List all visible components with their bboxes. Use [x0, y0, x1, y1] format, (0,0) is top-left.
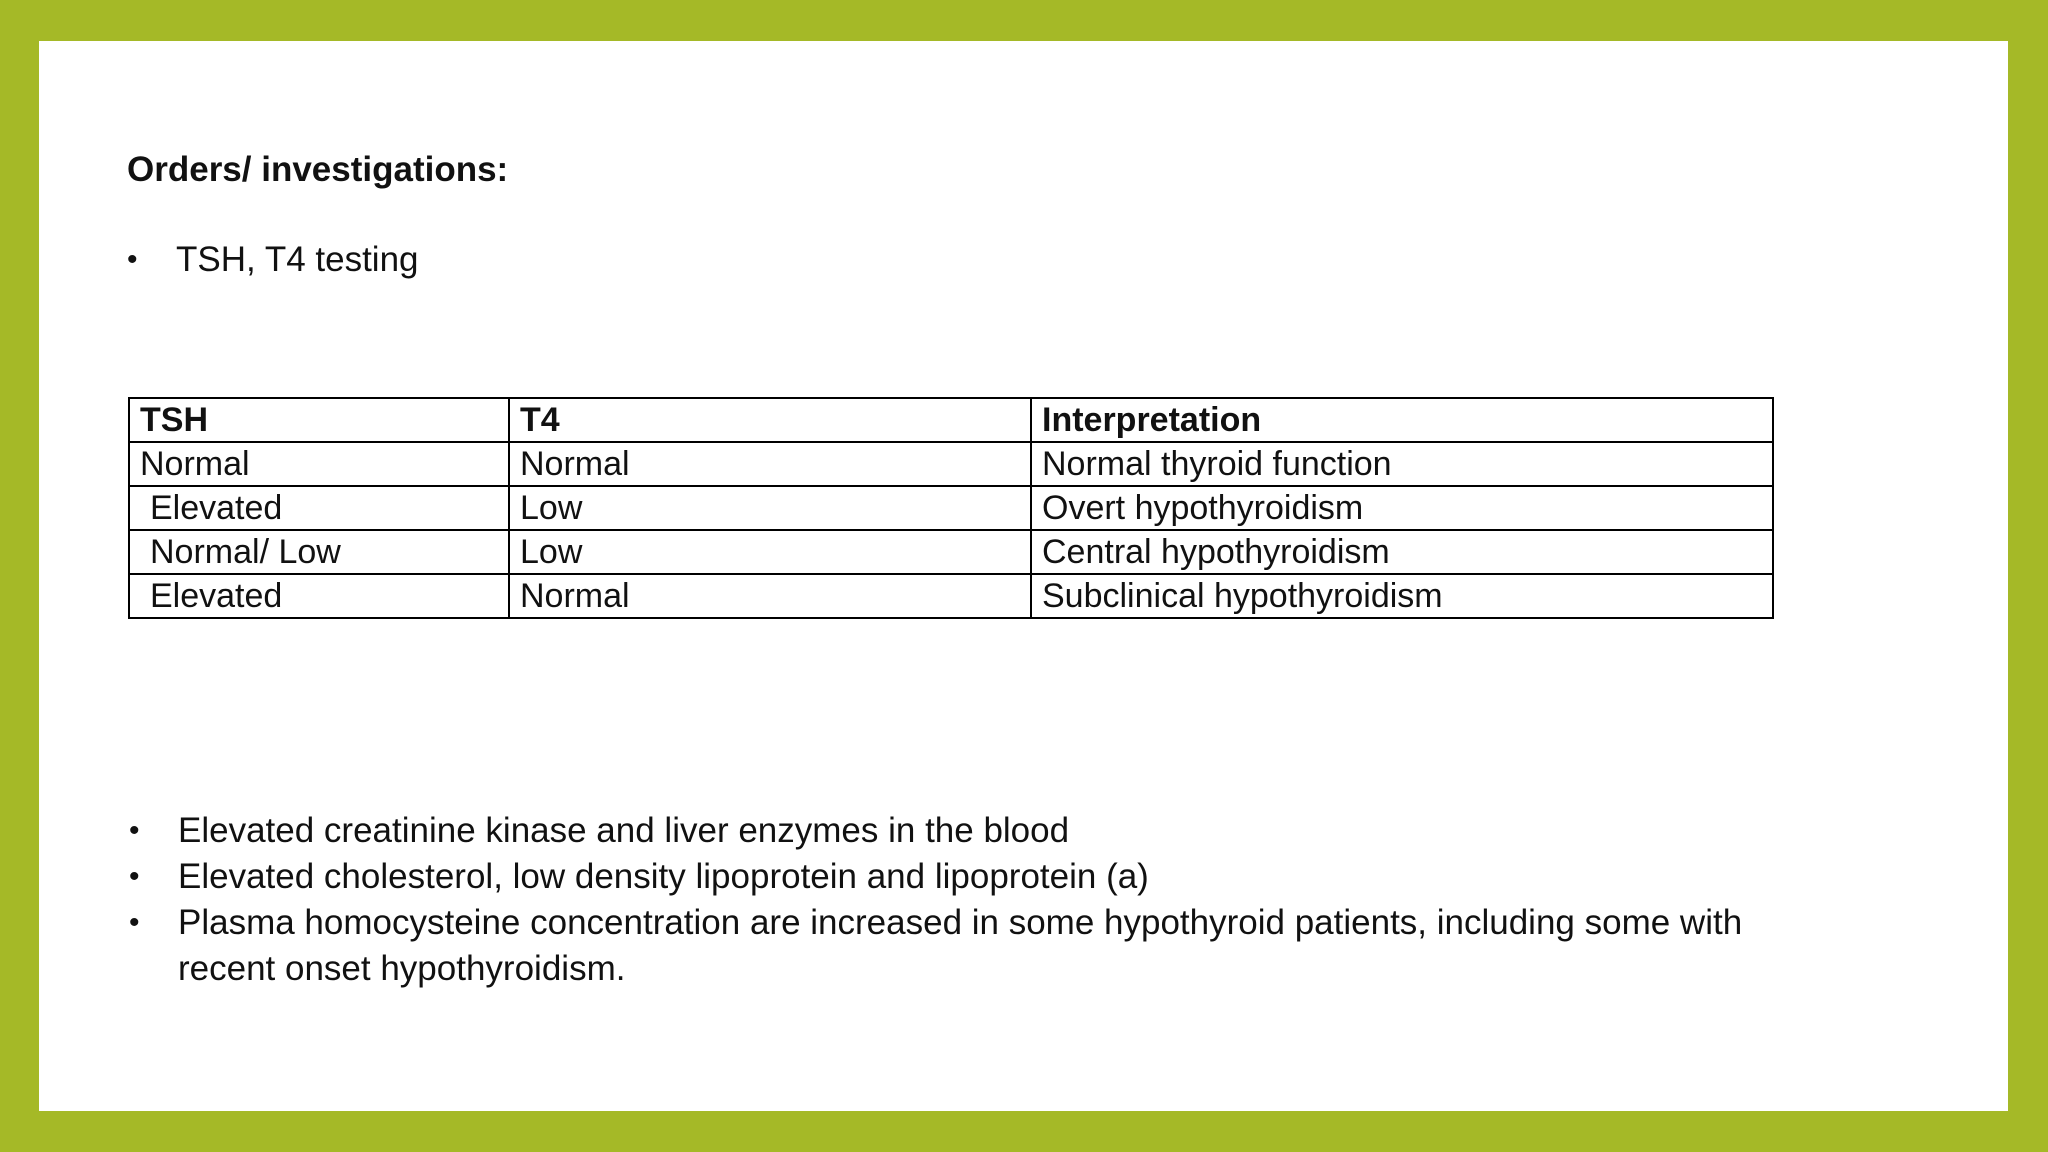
list-item [129, 900, 1849, 992]
table-row [129, 442, 1773, 486]
bullet-text: TSH, T4 testing [176, 240, 419, 279]
table-cell: Normal/ Low [129, 530, 509, 574]
table-header-row [129, 398, 1773, 442]
list-item [129, 808, 1849, 854]
table-cell: Normal [129, 442, 509, 486]
table-cell: Elevated [129, 574, 509, 618]
list-item [127, 237, 419, 283]
bullet-icon: • [129, 814, 140, 847]
list-item [129, 854, 1849, 900]
table-cell: Normal [509, 442, 1031, 486]
header-cell-interpretation: Interpretation [1031, 398, 1773, 442]
bullet-icon: • [129, 906, 140, 939]
bottom-bullet-list [129, 808, 1849, 992]
table-row [129, 486, 1773, 530]
header-cell-tsh: TSH [129, 398, 509, 442]
table-cell: Low [509, 486, 1031, 530]
table-cell: Elevated [129, 486, 509, 530]
table-row [129, 530, 1773, 574]
bullet-text: Plasma homocysteine concentration are increased in some hypothyroid patients, including some with recent onset hypothyroidism. [178, 903, 1743, 988]
bullet-text: Elevated cholesterol, low density lipoprotein and lipoprotein (a) [178, 857, 1149, 896]
table-cell: Normal thyroid function [1031, 442, 1773, 486]
slide-heading: Orders/ investigations: [127, 150, 509, 189]
top-bullet-list [127, 237, 419, 283]
thyroid-interpretation-table [128, 397, 1774, 619]
table-row [129, 574, 1773, 618]
table-cell: Subclinical hypothyroidism [1031, 574, 1773, 618]
bullet-icon: • [129, 860, 140, 893]
header-cell-t4: T4 [509, 398, 1031, 442]
table-cell: Central hypothyroidism [1031, 530, 1773, 574]
table-cell: Normal [509, 574, 1031, 618]
bullet-icon: • [127, 243, 138, 276]
table-cell: Overt hypothyroidism [1031, 486, 1773, 530]
slide [39, 41, 2008, 1111]
table-cell: Low [509, 530, 1031, 574]
bullet-text: Elevated creatinine kinase and liver enzymes in the blood [178, 811, 1070, 850]
